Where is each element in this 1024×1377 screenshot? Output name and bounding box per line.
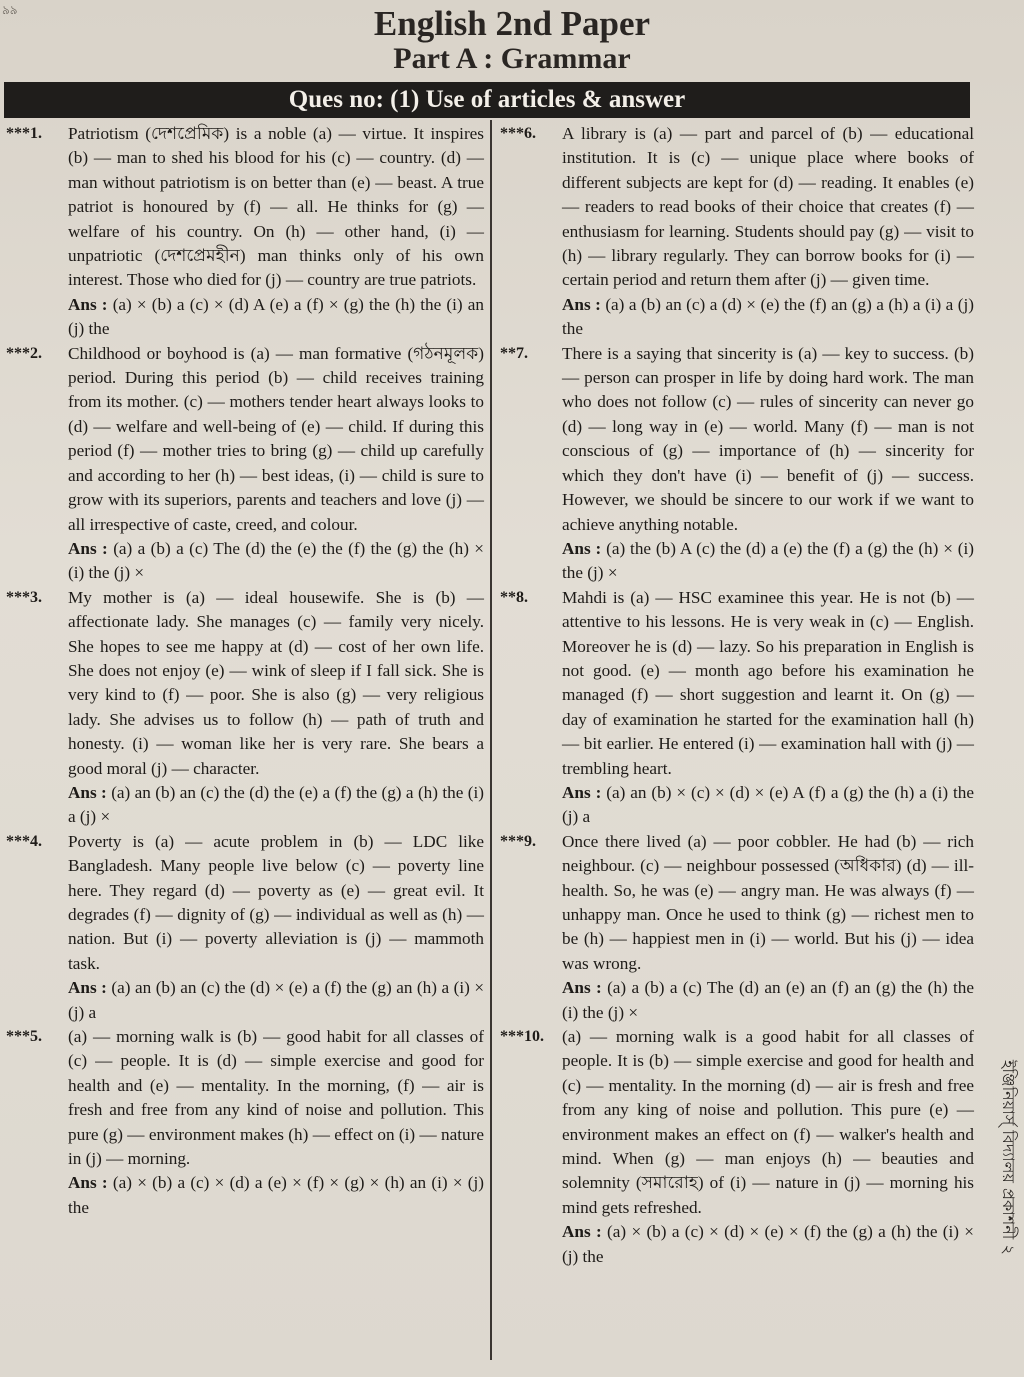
answer-label: Ans : (68, 538, 108, 558)
question-text: There is a saying that sincerity is (a) — key to success. (b) — person can prosper in life by doing hard work. The man who does not follow (c) — rules of sincerity can never go (d) — long way in (e) — world. Many (f) — man is not conscious of (g) — importance of (h) — sincerity for which they don't have (i) — benefit of (j) — success. However, we should be sincere to our work if we want to achieve anything notable. (562, 343, 974, 534)
question-number: ***6. (500, 125, 536, 142)
answer-text: (a) an (b) × (c) × (d) × (e) A (f) a (g) the (h) a (i) the (j) a (562, 782, 974, 827)
question-number: ***9. (500, 832, 536, 850)
question-body (68, 342, 484, 586)
answer-label: Ans : (562, 1222, 602, 1242)
question-1 (6, 122, 484, 342)
question-number: **8. (500, 588, 528, 606)
question-text: Patriotism (দেশপ্রেমিক) is a noble (a) — virtue. It inspires (b) — man to shed his blood for his (c) — country. (d) — man without patriotism is on better than (e) — beast. A true patriot is honoured by (f) — all. He thinks for (g) — welfare of his country. On (h) — other hand, (i) — unpatriotic (দেশপ্রেমহীন) man thinks only of his own interest. Those who died for (j) — country are true patriots. (68, 124, 484, 290)
answer-label: Ans : (562, 782, 602, 802)
answer-text: (a) × (b) a (c) × (d) A (e) a (f) × (g) the (h) the (i) an (j) the (68, 294, 485, 339)
question-number: ***4. (6, 832, 42, 850)
question-text: Poverty is (a) — acute problem in (b) — LDC like Bangladesh. Many people live below (c) — poverty line here. They regard (d) — poverty as (e) — great evil. It degrades (f) — dignity of (g) — individual as well as (h) — nation. But (i) — poverty alleviation is (j) — mammoth task. (68, 831, 484, 973)
question-2 (6, 342, 484, 586)
left-column (6, 122, 484, 1220)
answer-label: Ans : (562, 294, 601, 314)
question-text: Once there lived (a) — poor cobbler. He had (b) — rich neighbour. (c) — neighbour possessed (অধিকার) (d) — ill-health. So, he was (e) — angry man. He was always (f) — unhappy man. Once he used to think (g) — richest men to be (h) — happiest men in (i) — world. But his (j) — idea was wrong. (562, 831, 974, 973)
answer-label: Ans : (562, 978, 602, 998)
question-body (562, 1025, 974, 1269)
question-body (562, 122, 974, 342)
section-bar: Ques no: (1) Use of articles & answer (4, 82, 970, 118)
answer-text: (a) an (b) an (c) the (d) × (e) a (f) the (g) an (h) a (i) × (j) a (68, 978, 485, 1022)
question-body (68, 1025, 484, 1220)
question-8 (500, 586, 974, 830)
side-margin-text: ইঞ্জিনিয়ার্স্ বিদ্যালয় প্রকাশনী ২ (999, 1060, 1018, 1255)
answer-text: (a) × (b) a (c) × (d) a (e) × (f) × (g) × (h) an (i) × (j) the (68, 1173, 484, 1217)
answer-text: (a) a (b) a (c) The (d) an (e) an (f) an (g) the (h) the (i) the (j) × (562, 978, 975, 1022)
answer-label: Ans : (562, 538, 602, 558)
question-number: ***2. (6, 344, 42, 362)
answer-text: (a) the (b) A (c) the (d) a (e) the (f) a (g) the (h) × (i) the (j) × (562, 538, 975, 583)
question-text: (a) — morning walk is (b) — good habit for all classes of (c) — people. It is (d) — simple exercise and good for health and (e) — mentality. In the morning, (f) — air is fresh and free from any kind of noise and pollution. This pure (g) — environment makes (h) — effect on (i) — nature in (j) — morning. (68, 1027, 484, 1169)
question-number: ***3. (6, 588, 42, 606)
answer-label: Ans : (68, 782, 107, 802)
answer-text: (a) a (b) a (c) The (d) the (e) the (f) the (g) the (h) × (i) the (j) × (68, 538, 485, 583)
question-body (562, 830, 974, 1025)
page-title: English 2nd Paper (373, 4, 651, 43)
question-text: My mother is (a) — ideal housewife. She is (b) — affectionate lady. She manages (c) — family very nicely. She hopes to see me happy at (d) — cost of her own life. She does not enjoy (e) — wink of sleep if I fall sick. She is very kind to (f) — poor. She is also (g) — very religious lady. She advises us to follow (h) — path of truth and honesty. (i) — woman like her is very rare. She bears a good moral (j) — character. (68, 587, 484, 778)
question-7 (500, 342, 974, 586)
question-10 (500, 1025, 974, 1269)
answer-text: (a) an (b) an (c) the (d) the (e) a (f) the (g) a (h) the (i) a (j) × (68, 782, 484, 827)
question-number: **7. (500, 344, 528, 362)
page-subtitle: Part A : Grammar (393, 42, 631, 75)
question-body (562, 586, 974, 830)
question-text: (a) — morning walk is a good habit for all classes of people. It is (b) — simple exercise and good for health and (c) — mentality. In the morning (d) — air is fresh and free from any king of noise and pollution. This pure (e) — environment makes an effect on (f) — walker's health and mind. When (g) — man enjoys (h) — beauties and solemnity (সমারোহ) of (i) — nature in (j) — morning his mind gets refreshed. (562, 1027, 974, 1217)
question-9 (500, 830, 974, 1025)
answer-label: Ans : (68, 978, 107, 998)
question-6 (500, 122, 974, 342)
answer-label: Ans : (68, 1173, 108, 1193)
question-text: Childhood or boyhood is (a) — man formative (গঠনমূলক) period. During this period (b) — child receives training from its mother. (c) — mothers tender heart always looks to (d) — welfare and well-being of (e) — child. If during this period (f) — mother tries to bring (g) — child up carefully and according to her (h) — best ideas, (i) — child is sure to grow with its superiors, parents and teachers and love (j) — all irrespective of caste, creed, and colour. (68, 343, 484, 534)
question-3 (6, 586, 484, 830)
question-5 (6, 1025, 484, 1220)
answer-text: (a) × (b) a (c) × (d) × (e) × (f) the (g) a (h) the (i) × (j) the (562, 1222, 975, 1266)
column-divider (490, 120, 492, 1360)
answer-label: Ans : (68, 294, 108, 314)
right-column (500, 122, 974, 1269)
question-body (68, 830, 484, 1025)
answer-text: (a) a (b) an (c) a (d) × (e) the (f) an (g) a (h) a (i) a (j) the (562, 294, 974, 339)
question-text: A library is (a) — part and parcel of (b) — educational institution. It is (c) — unique place where books of different subjects are kept for (d) — reading. It enables (e) — readers to read books of their choice that creates (f) — enthusiasm for learning. Students should pay (g) — visit to (h) — library regularly. They can borrow books for (i) — certain period and return them after (j) — given time. (562, 124, 974, 290)
question-number: ***5. (6, 1028, 42, 1046)
question-number: ***10. (500, 1028, 544, 1046)
question-body (68, 122, 484, 342)
question-body (68, 586, 484, 830)
question-body (562, 342, 974, 586)
question-text: Mahdi is (a) — HSC examinee this year. He is not (b) — attentive to his lessons. He is very weak in (c) — English. Moreover he is (d) — lazy. So his preparation in English is not good. (e) — month ago before his examination he managed (f) — short suggestion and learnt it. On (g) — day of examination he started for the examination hall (h) — bit earlier. He entered (i) — examination hall with (j) — trembling heart. (562, 587, 974, 778)
question-4 (6, 830, 484, 1025)
page-corner-mark: ৯৯ (2, 3, 18, 17)
question-number: ***1. (6, 125, 42, 142)
